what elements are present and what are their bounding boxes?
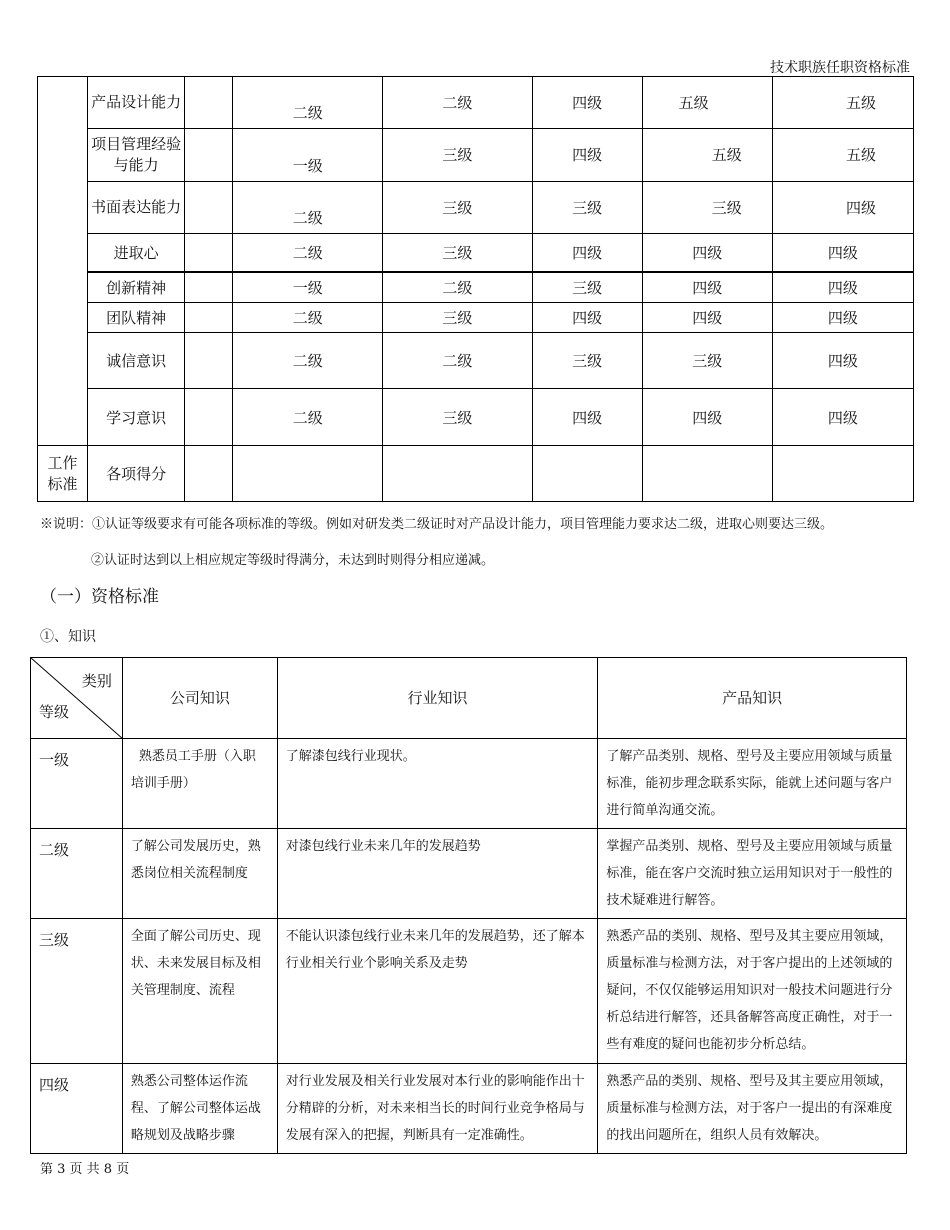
- blank-cell: [185, 446, 233, 502]
- level-cell: 三级: [532, 182, 642, 234]
- level-label: 一级: [31, 739, 123, 829]
- header-company-knowledge: 公司知识: [122, 658, 277, 739]
- blank-cell: [185, 234, 233, 272]
- level-label: 三级: [31, 919, 123, 1064]
- company-knowledge-cell: 熟悉公司整体运作流程、了解公司整体运战略规划及战略步骤: [122, 1064, 277, 1154]
- level-cell: 三级: [642, 182, 772, 234]
- row-label: 产品设计能力: [88, 77, 185, 129]
- level-cell: 五级: [772, 129, 913, 182]
- level-cell: 三级: [532, 333, 642, 389]
- level-label: 四级: [31, 1064, 123, 1154]
- corner-level-label: 等级: [39, 703, 70, 721]
- row-label: 团队精神: [88, 303, 185, 333]
- company-knowledge-cell: 全面了解公司历史、现状、未来发展目标及相关管理制度、流程: [122, 919, 277, 1064]
- industry-knowledge-cell: 不能认识漆包线行业未来几年的发展趋势，还了解本行业相关行业个影响关系及走势: [277, 919, 598, 1064]
- page-footer: 第 3 页 共 8 页: [40, 1162, 130, 1177]
- table-row: [38, 77, 914, 129]
- product-knowledge-cell: 了解产品类别、规格、型号及主要应用领域与质量标准，能初步理念联系实际，能就上述问题与客户进行简单沟通交流。: [598, 739, 907, 829]
- section-title: （一）资格标准: [40, 587, 159, 607]
- corner-cell: [31, 658, 123, 739]
- level-cell: 四级: [642, 389, 772, 446]
- table-row: [31, 829, 907, 919]
- level-label: 二级: [31, 829, 123, 919]
- competency-level-table: [37, 76, 914, 502]
- blank-cell: [185, 182, 233, 234]
- category-cell: 工作标准: [38, 446, 88, 502]
- table-row: [38, 446, 914, 502]
- blank-cell: [772, 446, 913, 502]
- level-cell: 四级: [642, 303, 772, 333]
- level-cell: 三级: [532, 272, 642, 303]
- level-cell: 二级: [233, 303, 383, 333]
- row-label: 项目管理经验与能力: [88, 129, 185, 182]
- blank-cell: [383, 446, 532, 502]
- row-label: 各项得分: [88, 446, 185, 502]
- level-cell: 二级: [233, 182, 383, 234]
- level-cell: 四级: [772, 389, 913, 446]
- company-knowledge-cell: 熟悉员工手册（入职培训手册）: [122, 739, 277, 829]
- level-cell: 三级: [383, 389, 532, 446]
- company-knowledge-cell: 了解公司发展历史，熟悉岗位相关流程制度: [122, 829, 277, 919]
- level-cell: 四级: [642, 234, 772, 272]
- table-row: [31, 1064, 907, 1154]
- level-cell: 三级: [383, 303, 532, 333]
- table-row: [38, 389, 914, 446]
- product-knowledge-cell: 熟悉产品的类别、规格、型号及其主要应用领域，质量标准与检测方法，对于客户一提出的有深难度的找出问题所在，组织人员有效解决。: [598, 1064, 907, 1154]
- note-1: ※说明：①认证等级要求有可能各项标准的等级。例如对研发类二级证时对产品设计能力，项目管理能力要求达二级，进取心则要达三级。: [40, 517, 834, 532]
- level-cell: 二级: [233, 234, 383, 272]
- level-cell: 三级: [383, 129, 532, 182]
- level-cell: 四级: [772, 182, 913, 234]
- level-cell: 三级: [383, 182, 532, 234]
- level-cell: 四级: [532, 389, 642, 446]
- level-cell: 一级: [233, 129, 383, 182]
- level-cell: 五级: [772, 77, 913, 129]
- table-header-row: [31, 658, 907, 739]
- table-row: [38, 303, 914, 333]
- level-cell: 二级: [233, 77, 383, 129]
- level-cell: 四级: [772, 234, 913, 272]
- level-cell: 四级: [532, 77, 642, 129]
- table-row: [38, 234, 914, 272]
- level-cell: 四级: [532, 234, 642, 272]
- blank-cell: [185, 129, 233, 182]
- product-knowledge-cell: 掌握产品类别、规格、型号及主要应用领域与质量标准，能在客户交流时独立运用知识对于一般性的技术疑难进行解答。: [598, 829, 907, 919]
- table-row: [31, 919, 907, 1064]
- level-cell: 四级: [532, 303, 642, 333]
- blank-cell: [532, 446, 642, 502]
- level-cell: 二级: [233, 389, 383, 446]
- level-cell: 四级: [532, 129, 642, 182]
- row-label: 学习意识: [88, 389, 185, 446]
- blank-cell: [185, 333, 233, 389]
- blank-cell: [185, 303, 233, 333]
- level-cell: 一级: [233, 272, 383, 303]
- table-row: [31, 739, 907, 829]
- level-cell: 二级: [383, 333, 532, 389]
- blank-cell: [185, 389, 233, 446]
- blank-cell: [185, 272, 233, 303]
- corner-category-label: 类别: [81, 672, 112, 690]
- level-cell: 四级: [772, 333, 913, 389]
- product-knowledge-cell: 熟悉产品的类别、规格、型号及其主要应用领域，质量标准与检测方法，对于客户提出的上述领域的疑问，不仅仅能够运用知识对一般技术问题进行分析总结进行解答，还具备解答高度正确性，对于一些有难度的疑问也能初步分析总结。: [598, 919, 907, 1064]
- table-row: [38, 333, 914, 389]
- industry-knowledge-cell: 对行业发展及相关行业发展对本行业的影响能作出十分精辟的分析，对未来相当长的时间行业竞争格局与发展有深入的把握，判断具有一定准确性。: [277, 1064, 598, 1154]
- table-row: [38, 182, 914, 234]
- industry-knowledge-cell: 对漆包线行业未来几年的发展趋势: [277, 829, 598, 919]
- level-cell: 五级: [642, 77, 772, 129]
- category-cell: [38, 77, 88, 446]
- page-header: 技术职族任职资格标准: [770, 60, 910, 76]
- level-cell: 二级: [233, 333, 383, 389]
- table-row: [38, 272, 914, 303]
- note-2: ②认证时达到以上相应规定等级时得满分，未达到时则得分相应递减。: [91, 553, 495, 568]
- row-label: 进取心: [88, 234, 185, 272]
- blank-cell: [233, 446, 383, 502]
- level-cell: 二级: [383, 272, 532, 303]
- row-label: 创新精神: [88, 272, 185, 303]
- level-cell: 二级: [383, 77, 532, 129]
- level-cell: 四级: [772, 272, 913, 303]
- header-product-knowledge: 产品知识: [598, 658, 907, 739]
- level-cell: 四级: [772, 303, 913, 333]
- knowledge-standards-table: [30, 657, 907, 1154]
- level-cell: 五级: [642, 129, 772, 182]
- row-label: 书面表达能力: [88, 182, 185, 234]
- level-cell: 三级: [642, 333, 772, 389]
- sub-title: ①、知识: [40, 629, 96, 645]
- level-cell: 三级: [383, 234, 532, 272]
- level-cell: 四级: [642, 272, 772, 303]
- table-row: [38, 129, 914, 182]
- row-label: 诚信意识: [88, 333, 185, 389]
- header-industry-knowledge: 行业知识: [277, 658, 598, 739]
- blank-cell: [185, 77, 233, 129]
- blank-cell: [642, 446, 772, 502]
- industry-knowledge-cell: 了解漆包线行业现状。: [277, 739, 598, 829]
